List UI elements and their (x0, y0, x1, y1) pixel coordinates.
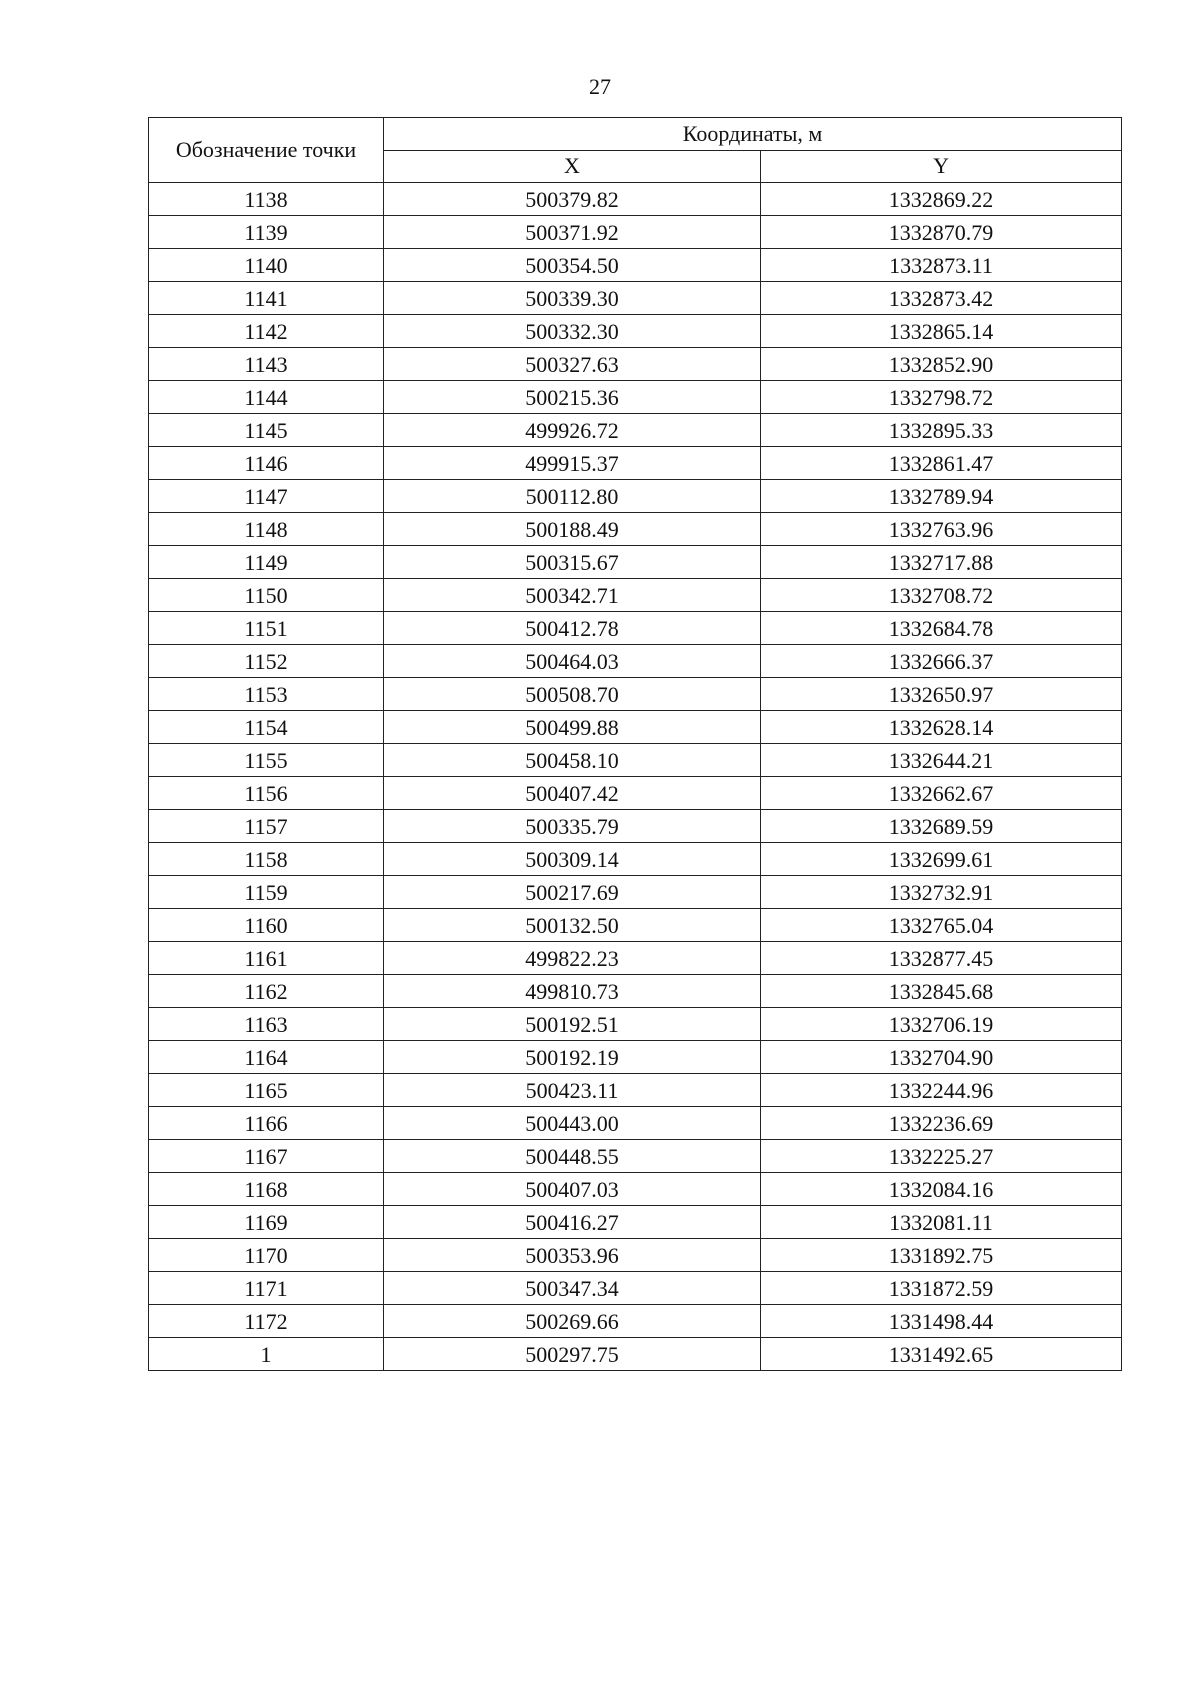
x-cell: 500342.71 (384, 579, 761, 612)
point-cell: 1165 (149, 1074, 384, 1107)
table-row (149, 1107, 1122, 1140)
point-cell: 1142 (149, 315, 384, 348)
table-row (149, 810, 1122, 843)
y-cell: 1332877.45 (761, 942, 1122, 975)
y-cell: 1332662.67 (761, 777, 1122, 810)
y-cell: 1332717.88 (761, 546, 1122, 579)
point-cell: 1159 (149, 876, 384, 909)
point-cell: 1167 (149, 1140, 384, 1173)
point-cell: 1170 (149, 1239, 384, 1272)
coordinates-table (148, 117, 1122, 1371)
point-cell: 1143 (149, 348, 384, 381)
table-row (149, 1074, 1122, 1107)
table-row (149, 315, 1122, 348)
table-row (149, 1338, 1122, 1371)
point-cell: 1154 (149, 711, 384, 744)
y-cell: 1332650.97 (761, 678, 1122, 711)
y-cell: 1332684.78 (761, 612, 1122, 645)
y-cell: 1332765.04 (761, 909, 1122, 942)
y-cell: 1332865.14 (761, 315, 1122, 348)
x-cell: 500464.03 (384, 645, 761, 678)
x-cell: 500309.14 (384, 843, 761, 876)
point-cell: 1158 (149, 843, 384, 876)
y-cell: 1332704.90 (761, 1041, 1122, 1074)
x-cell: 500371.92 (384, 216, 761, 249)
y-cell: 1332236.69 (761, 1107, 1122, 1140)
y-cell: 1332861.47 (761, 447, 1122, 480)
y-cell: 1332689.59 (761, 810, 1122, 843)
table-row (149, 975, 1122, 1008)
x-cell: 499822.23 (384, 942, 761, 975)
table-row (149, 711, 1122, 744)
table-row (149, 744, 1122, 777)
table-row (149, 447, 1122, 480)
point-cell: 1146 (149, 447, 384, 480)
table-row (149, 678, 1122, 711)
point-cell: 1155 (149, 744, 384, 777)
point-cell: 1138 (149, 183, 384, 216)
x-cell: 500192.19 (384, 1041, 761, 1074)
point-cell: 1172 (149, 1305, 384, 1338)
y-cell: 1332895.33 (761, 414, 1122, 447)
x-cell: 500458.10 (384, 744, 761, 777)
point-cell: 1144 (149, 381, 384, 414)
table-row (149, 909, 1122, 942)
x-cell: 500412.78 (384, 612, 761, 645)
y-cell: 1332708.72 (761, 579, 1122, 612)
table-row (149, 1305, 1122, 1338)
table-row (149, 645, 1122, 678)
x-cell: 500192.51 (384, 1008, 761, 1041)
table-row (149, 579, 1122, 612)
x-cell: 500217.69 (384, 876, 761, 909)
table-row (149, 1272, 1122, 1305)
x-column-header: X (384, 150, 761, 183)
point-cell: 1163 (149, 1008, 384, 1041)
point-cell: 1168 (149, 1173, 384, 1206)
y-cell: 1332873.42 (761, 282, 1122, 315)
x-cell: 500508.70 (384, 678, 761, 711)
x-cell: 500315.67 (384, 546, 761, 579)
y-cell: 1332869.22 (761, 183, 1122, 216)
x-cell: 499926.72 (384, 414, 761, 447)
x-cell: 500335.79 (384, 810, 761, 843)
table-row (149, 249, 1122, 282)
x-cell: 499915.37 (384, 447, 761, 480)
y-column-header: Y (761, 150, 1122, 183)
table-row (149, 348, 1122, 381)
y-cell: 1332699.61 (761, 843, 1122, 876)
x-cell: 500423.11 (384, 1074, 761, 1107)
point-cell: 1160 (149, 909, 384, 942)
point-cell: 1166 (149, 1107, 384, 1140)
y-cell: 1332081.11 (761, 1206, 1122, 1239)
y-cell: 1332706.19 (761, 1008, 1122, 1041)
x-cell: 500347.34 (384, 1272, 761, 1305)
x-cell: 500112.80 (384, 480, 761, 513)
point-cell: 1152 (149, 645, 384, 678)
y-cell: 1332084.16 (761, 1173, 1122, 1206)
y-cell: 1331872.59 (761, 1272, 1122, 1305)
y-cell: 1332870.79 (761, 216, 1122, 249)
point-cell: 1139 (149, 216, 384, 249)
y-cell: 1331498.44 (761, 1305, 1122, 1338)
y-cell: 1332852.90 (761, 348, 1122, 381)
table-row (149, 1206, 1122, 1239)
table-row (149, 777, 1122, 810)
y-cell: 1332666.37 (761, 645, 1122, 678)
table-row (149, 1239, 1122, 1272)
y-cell: 1332845.68 (761, 975, 1122, 1008)
point-cell: 1164 (149, 1041, 384, 1074)
table-row (149, 183, 1122, 216)
table-row (149, 1173, 1122, 1206)
x-cell: 500269.66 (384, 1305, 761, 1338)
point-cell: 1149 (149, 546, 384, 579)
table-row (149, 381, 1122, 414)
y-cell: 1332225.27 (761, 1140, 1122, 1173)
table-row (149, 1041, 1122, 1074)
x-cell: 500448.55 (384, 1140, 761, 1173)
table-row (149, 942, 1122, 975)
table-row (149, 282, 1122, 315)
table-row (149, 216, 1122, 249)
y-cell: 1332789.94 (761, 480, 1122, 513)
point-cell: 1 (149, 1338, 384, 1371)
x-cell: 500443.00 (384, 1107, 761, 1140)
y-cell: 1332798.72 (761, 381, 1122, 414)
table-row (149, 843, 1122, 876)
y-cell: 1332244.96 (761, 1074, 1122, 1107)
x-cell: 500379.82 (384, 183, 761, 216)
point-cell: 1151 (149, 612, 384, 645)
table-row (149, 513, 1122, 546)
table-row (149, 1008, 1122, 1041)
table-row (149, 414, 1122, 447)
table-row (149, 546, 1122, 579)
point-cell: 1150 (149, 579, 384, 612)
page-number: 27 (589, 74, 611, 99)
x-cell: 500499.88 (384, 711, 761, 744)
x-cell: 500407.03 (384, 1173, 761, 1206)
table-row (149, 480, 1122, 513)
point-cell: 1140 (149, 249, 384, 282)
point-cell: 1161 (149, 942, 384, 975)
point-cell: 1141 (149, 282, 384, 315)
x-cell: 500332.30 (384, 315, 761, 348)
point-cell: 1169 (149, 1206, 384, 1239)
table-row (149, 1140, 1122, 1173)
y-cell: 1332873.11 (761, 249, 1122, 282)
y-cell: 1332763.96 (761, 513, 1122, 546)
x-cell: 500339.30 (384, 282, 761, 315)
table-row (149, 612, 1122, 645)
y-cell: 1332732.91 (761, 876, 1122, 909)
x-cell: 500132.50 (384, 909, 761, 942)
y-cell: 1332644.21 (761, 744, 1122, 777)
point-cell: 1162 (149, 975, 384, 1008)
y-cell: 1331892.75 (761, 1239, 1122, 1272)
x-cell: 500416.27 (384, 1206, 761, 1239)
x-cell: 500353.96 (384, 1239, 761, 1272)
table-header (149, 118, 1122, 183)
table-row (149, 876, 1122, 909)
x-cell: 500354.50 (384, 249, 761, 282)
point-cell: 1156 (149, 777, 384, 810)
point-cell: 1148 (149, 513, 384, 546)
x-cell: 500188.49 (384, 513, 761, 546)
x-cell: 500215.36 (384, 381, 761, 414)
y-cell: 1332628.14 (761, 711, 1122, 744)
x-cell: 499810.73 (384, 975, 761, 1008)
point-cell: 1153 (149, 678, 384, 711)
y-cell: 1331492.65 (761, 1338, 1122, 1371)
x-cell: 500297.75 (384, 1338, 761, 1371)
table-body (149, 183, 1122, 1371)
point-cell: 1157 (149, 810, 384, 843)
coordinates-group-header: Координаты, м (384, 118, 1122, 151)
point-cell: 1145 (149, 414, 384, 447)
point-column-header: Обозначение точки (149, 118, 384, 183)
x-cell: 500327.63 (384, 348, 761, 381)
point-cell: 1171 (149, 1272, 384, 1305)
x-cell: 500407.42 (384, 777, 761, 810)
point-cell: 1147 (149, 480, 384, 513)
